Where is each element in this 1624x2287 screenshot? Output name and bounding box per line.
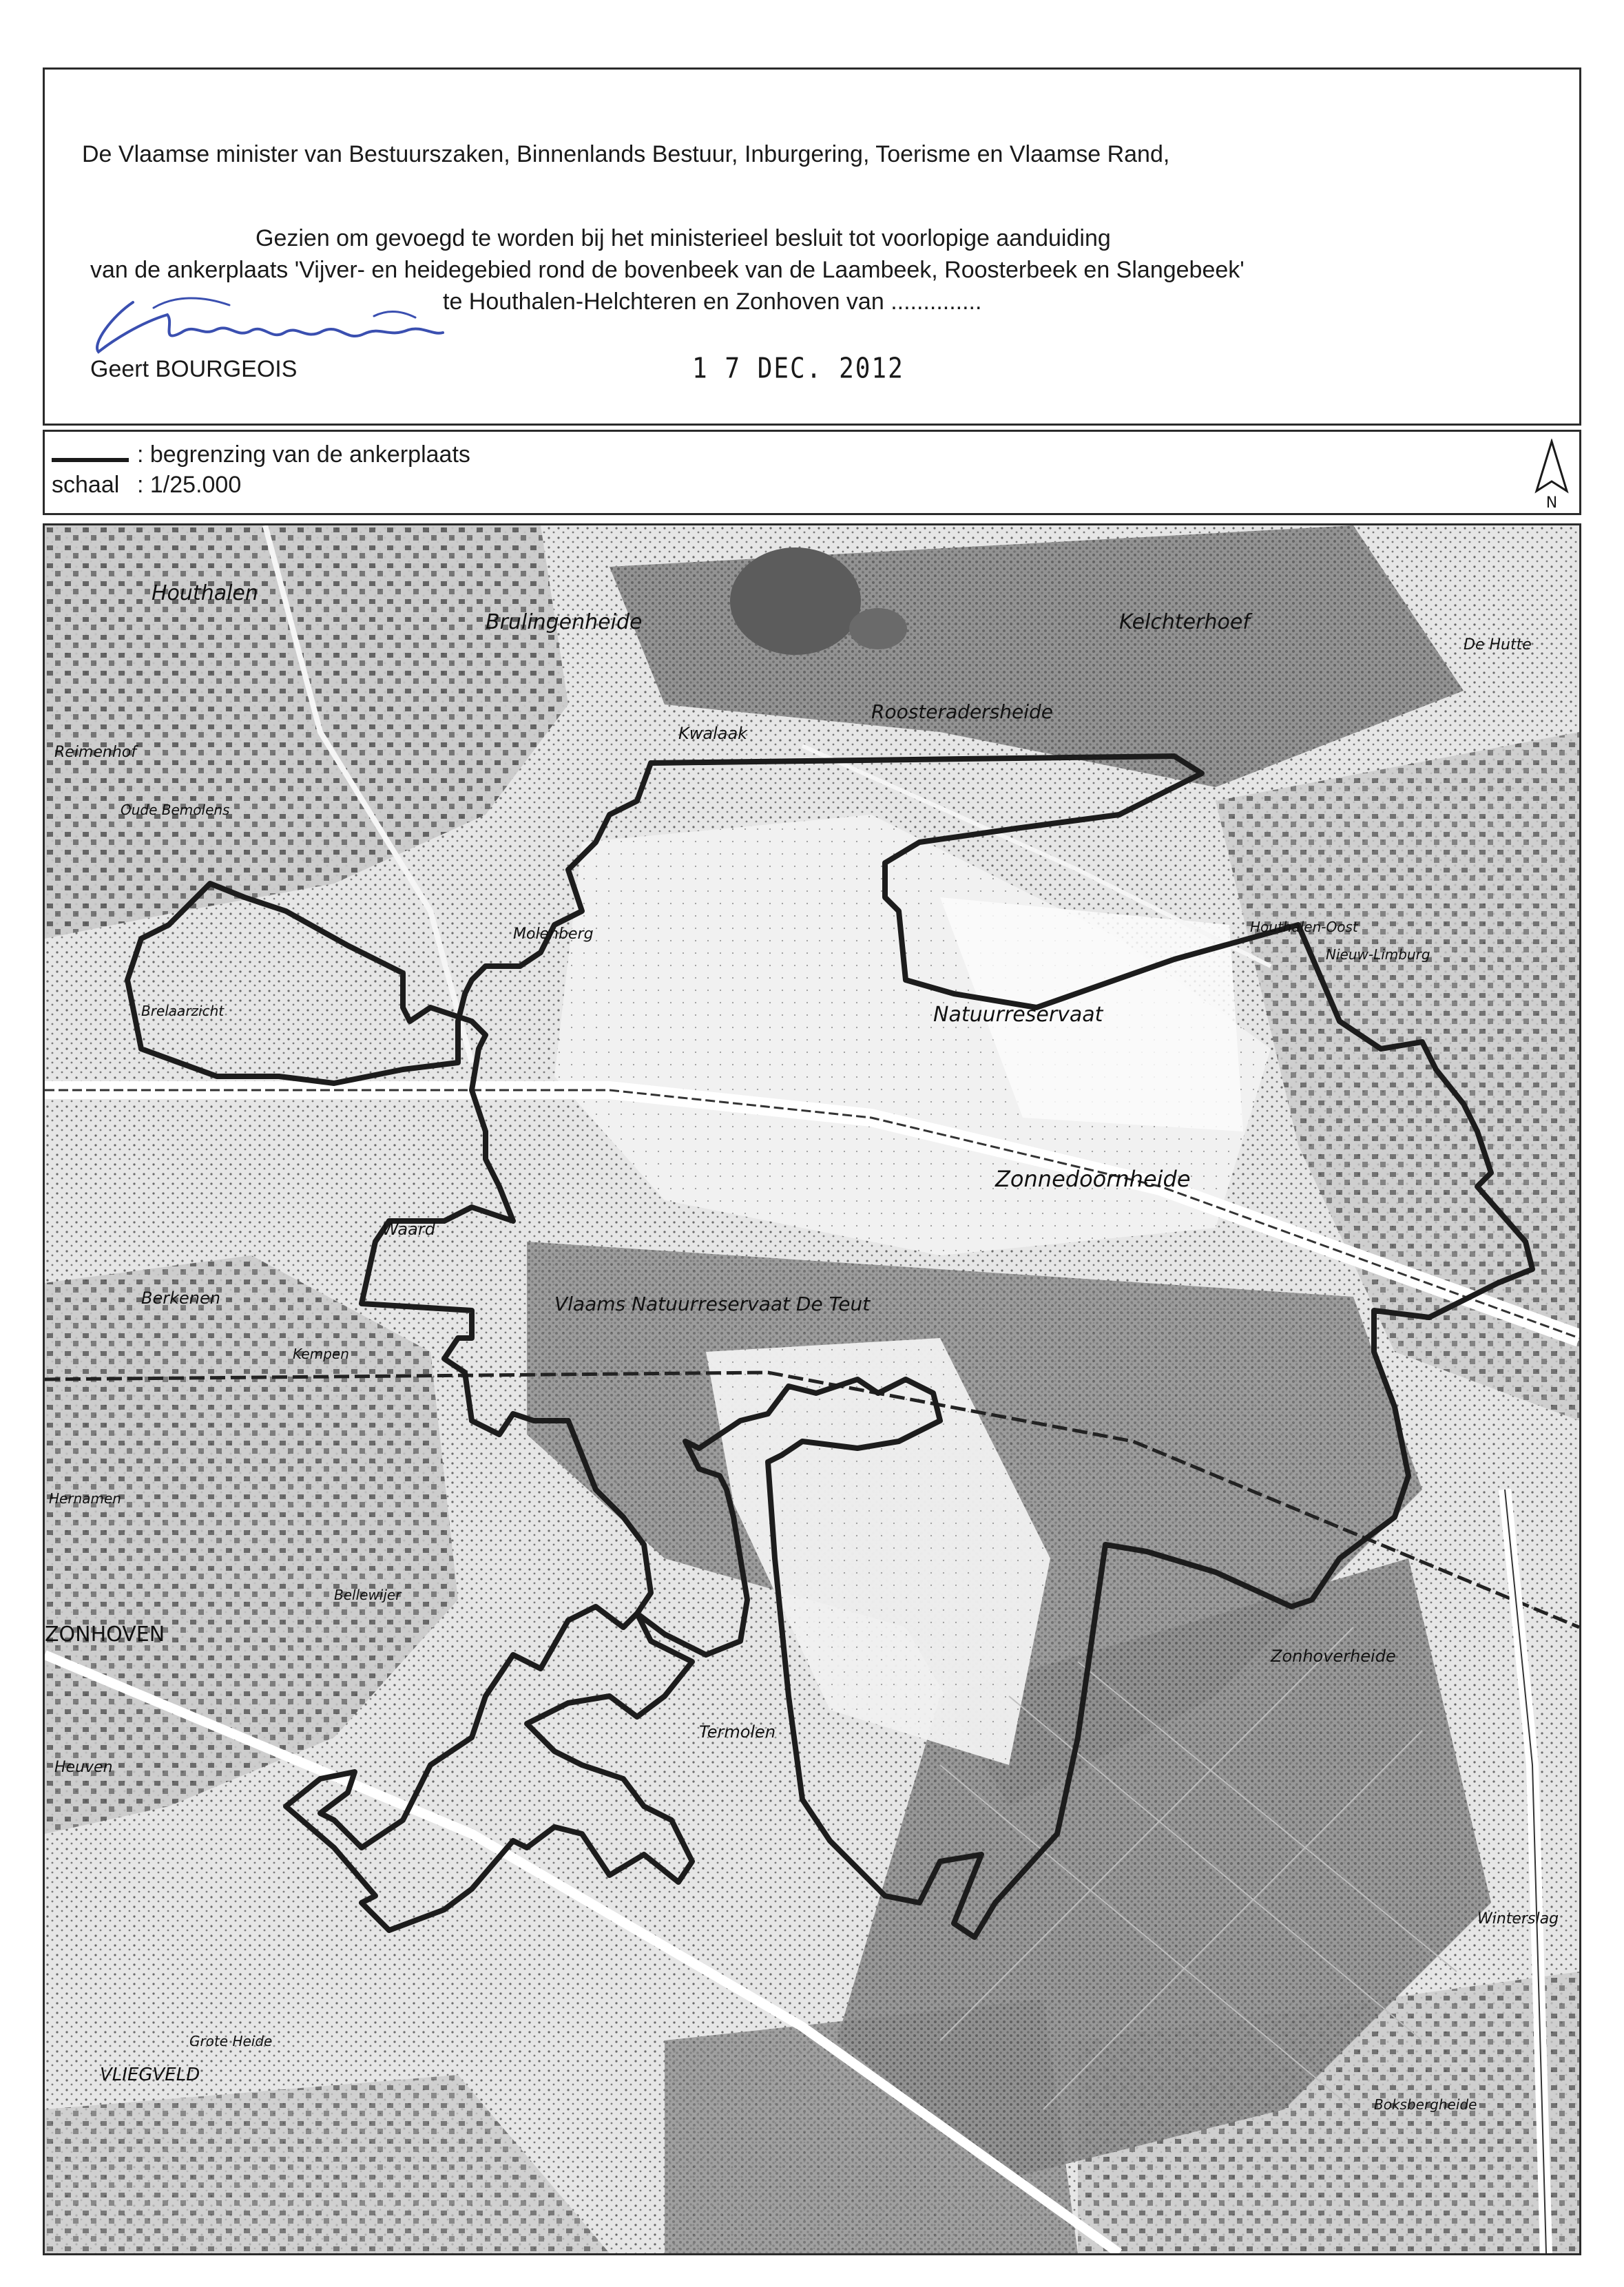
topographic-map [43, 523, 1581, 2255]
boundary-line-sample [52, 458, 129, 462]
legend-box [43, 430, 1581, 515]
legend-scale-value: : 1/25.000 [137, 472, 242, 498]
place-termolen: Termolen [699, 1722, 776, 1742]
place-molenberg: Molenberg [513, 926, 594, 943]
place-oude-bemolens: Oude Bemolens [121, 802, 230, 818]
north-label: N [1545, 494, 1558, 510]
decree-line-3: te Houthalen-Helchteren en Zonhoven van .............. [443, 289, 982, 315]
place-heuven: Heuven [54, 1759, 113, 1776]
header-box [43, 67, 1581, 426]
place-vliegveld: VLIEGVELD [100, 2065, 200, 2085]
place-roosterheide: Roosteradersheide [871, 700, 1054, 723]
place-waard: Waard [382, 1220, 435, 1239]
map-canvas [45, 525, 1579, 2253]
place-winterslag: Winterslag [1477, 1910, 1559, 1928]
place-bellewijer: Bellewijer [334, 1587, 402, 1603]
pond-north-small [849, 608, 907, 649]
place-kwalaak: Kwalaak [678, 724, 748, 743]
place-zonhoverheide: Zonhoverheide [1271, 1647, 1396, 1666]
place-brulingenheide: Brulingenheide [486, 610, 643, 634]
place-nieuw-limburg: Nieuw-Limburg [1326, 946, 1430, 963]
legend-boundary-label: : begrenzing van de ankerplaats [137, 441, 470, 468]
place-natuurreservaat-north: Natuurreservaat [933, 1003, 1103, 1027]
handwritten-signature [85, 275, 470, 364]
place-houthalen-oost: Houthalen-Oost [1250, 919, 1358, 935]
place-zonnedoornheide: Zonnedoornheide [995, 1166, 1191, 1192]
place-brelaarzicht: Brelaarzicht [141, 1003, 225, 1019]
place-de-hutte: De Hutte [1464, 636, 1532, 654]
signatory-name: Geert BOURGEOIS [90, 356, 298, 382]
place-kempen: Kempen [293, 1346, 349, 1362]
place-grote-heide: Grote Heide [189, 2033, 273, 2049]
decree-title: De Vlaamse minister van Bestuurszaken, Binnenlands Bestuur, Inburgering, Toerisme en Vlaamse Rand, [82, 141, 1170, 167]
pond-north [730, 547, 861, 655]
place-vlaams-natuurreservaat: Vlaams Natuurreservaat De Teut [554, 1293, 871, 1315]
place-hernamen: Hernamen [49, 1490, 121, 1507]
place-reimenhof: Reimenhof [54, 744, 136, 761]
place-houthalen: Houthalen [152, 581, 258, 605]
decree-line-2: van de ankerplaats 'Vijver- en heidegebied rond de bovenbeek van de Laambeek, Roosterbeek en Slangebeek' [90, 257, 1245, 283]
place-boksbergheide: Boksbergheide [1374, 2096, 1477, 2113]
decree-line-1: Gezien om gevoegd te worden bij het ministerieel besluit tot voorlopige aanduiding [256, 225, 1111, 251]
place-zonhoven: ZONHOVEN [45, 1622, 165, 1647]
north-arrow-icon [1531, 439, 1572, 510]
place-kelchterhoef: Kelchterhoef [1119, 610, 1250, 634]
forest-south-center [665, 1999, 1078, 2253]
legend-scale-label: schaal [52, 472, 120, 498]
date-stamp: 1 7 DEC. 2012 [692, 352, 904, 386]
place-berkenen: Berkenen [141, 1288, 220, 1308]
